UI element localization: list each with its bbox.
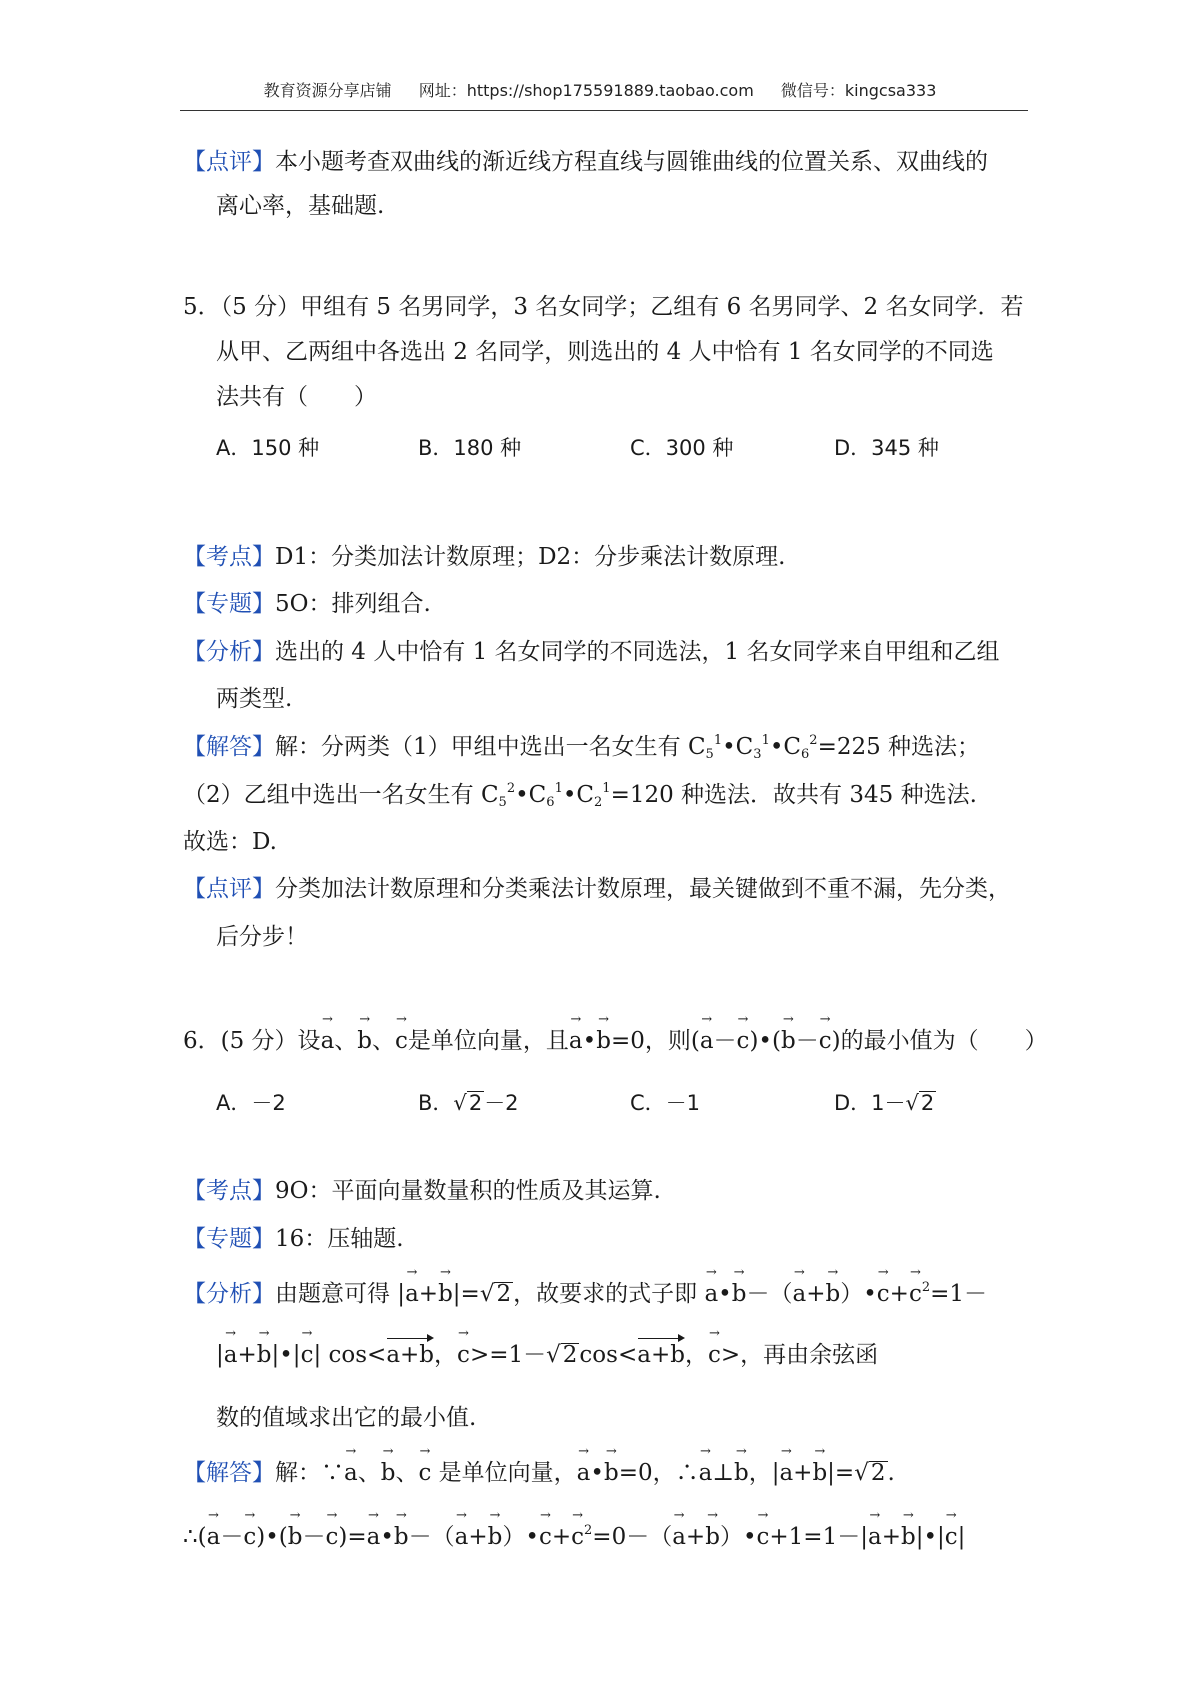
review-tag: 【点评】 (183, 149, 275, 175)
q6-zhuanti: 【专题】16：压轴题. (183, 1226, 404, 1252)
q5-option-d: D．345 种 (834, 436, 939, 460)
q6-option-d: D．1－√2 (834, 1091, 935, 1115)
q6-jieda-line-2: ∴(→ a－→ c)•(→ b－→ c)=→ a•→ b－（→ a+→ b）•→ $c+\to c^2=0-(\to a+\to$ b）•→ c+1=1－|→ a+→ b|•|→ c| (183, 1518, 965, 1551)
header-wechat: 微信号：kingcsa333 (780, 81, 937, 100)
q5-option-b: B．180 种 (418, 436, 522, 460)
q6-kaodian: 【考点】9O：平面向量数量积的性质及其运算. (183, 1178, 661, 1204)
q5-stem-line-1: 5．（5 分）甲组有 5 名男同学，3 名女同学；乙组有 6 名男同学、2 名女同学．若 (183, 294, 1024, 320)
q6-fenxi-line-2: |→ a+→ b|•|→ c| cos<a+b，→ c>=1－√2cos<a+b，→ c>，再由余弦函 (216, 1336, 878, 1369)
q5-option-c: C．300 种 (630, 436, 734, 460)
q6-stem: 6．(5 分）设→ a、→ b、→ c是单位向量，且→ a•→ b=0，则(→ a－→ c)•(→ b－→ c)的最小值为（ ） (183, 1022, 1048, 1055)
review-line-2: 离心率，基础题. (216, 193, 385, 219)
q5-option-a: A．150 种 (216, 436, 320, 460)
q5-jieda-line-1: 【解答】解：分两类（1）甲组中选出一名女生有 $C_5^1•C_3^1•C_6^2=225$ 种选法； (183, 733, 981, 762)
q6-fenxi-line-3: 数的值域求出它的最小值. (216, 1405, 477, 1431)
q6-jieda-line-1: 【解答】解：∵→ a、→ b、→ c 是单位向量，→ a•→ b=0，∴→ a⊥→ b，|→ a+→ b|=√2. (183, 1454, 895, 1487)
q6-option-a: A．－2 (216, 1091, 286, 1115)
q5-answer: 故选：D. (183, 829, 277, 855)
q6-fenxi-line-1: 【分析】由题意可得 |→ a+→ b|=√2，故要求的式子即 → a•→ b－（→ a+→ b）•→ $c+\to c^2=1-$ (183, 1275, 987, 1308)
q6-option-c: C．－1 (630, 1091, 701, 1115)
q5-kaodian: 【考点】D1：分类加法计数原理；D2：分步乘法计数原理. (183, 544, 786, 570)
q5-jieda-line-2: （2）乙组中选出一名女生有 $C_5^2•C_6^1•C_2^1=120$ 种选法．故共有 345 种选法. (183, 781, 977, 810)
q5-fenxi-line-2: 两类型. (216, 686, 293, 712)
q5-dianping-line-2: 后分步！ (216, 924, 308, 950)
q5-zhuanti: 【专题】5O：排列组合. (183, 591, 431, 617)
q5-dianping-line-1: 【点评】分类加法计数原理和分类乘法计数原理，最关键做到不重不漏，先分类， (183, 876, 1011, 902)
q5-stem-line-2: 从甲、乙两组中各选出 2 名同学，则选出的 4 人中恰有 1 名女同学的不同选 (216, 339, 994, 365)
q6-option-b: B．√2－2 (418, 1091, 519, 1115)
page-header (0, 78, 1200, 101)
q5-fenxi-line-1: 【分析】选出的 4 人中恰有 1 名女同学的不同选法，1 名女同学来自甲组和乙组 (183, 639, 1000, 665)
header-site[interactable]: 网址：https://shop175591889.taobao.com (418, 81, 754, 100)
review-line-1: 【点评】本小题考查双曲线的渐近线方程直线与圆锥曲线的位置关系、双曲线的 (183, 149, 988, 175)
q5-stem-line-3: 法共有（ ） (216, 384, 377, 410)
header-shop: 教育资源分享店铺 (263, 81, 392, 100)
header-rule (180, 110, 1028, 111)
